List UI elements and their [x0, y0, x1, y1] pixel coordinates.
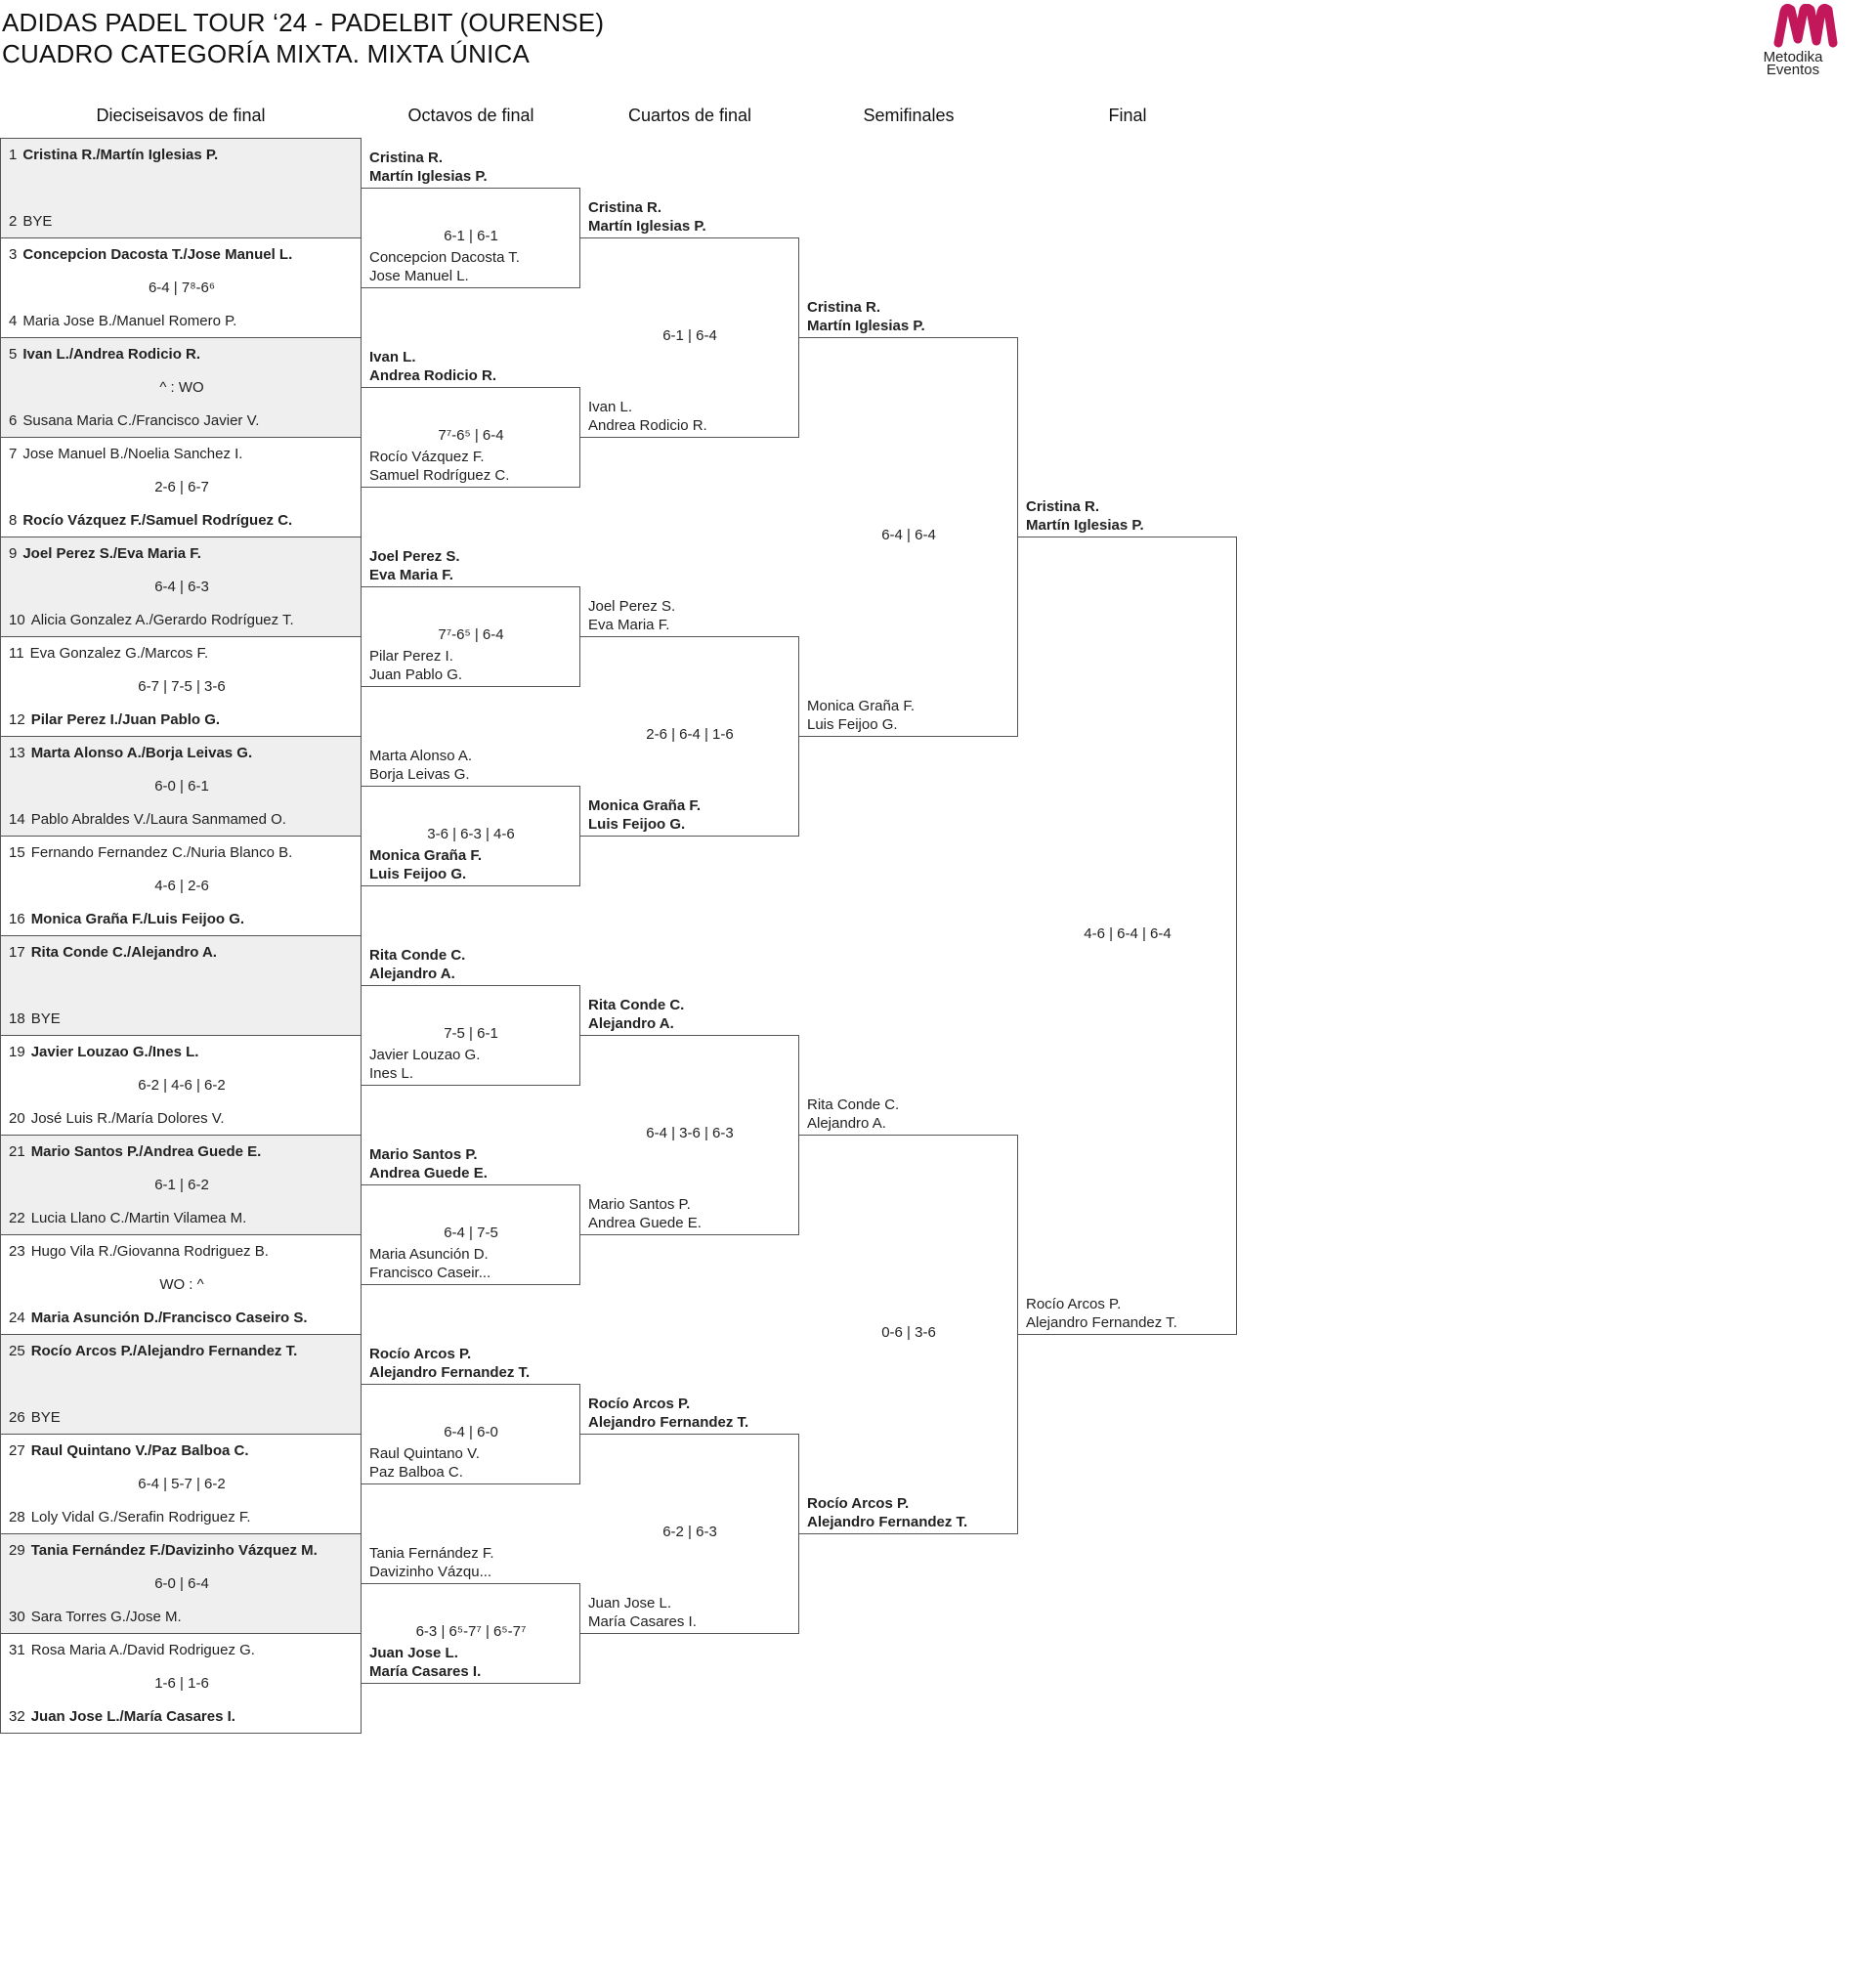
pair-names: Juan Jose L./María Casares I.	[30, 1708, 235, 1725]
r16-bot-pair	[369, 647, 462, 684]
qf-score: 6-2 | 6-3	[662, 1524, 717, 1540]
player-name: Jose Manuel L.	[369, 268, 469, 284]
qf-bot-pair	[588, 1594, 697, 1631]
r32-match-2	[0, 237, 362, 338]
qf-bot-pair	[588, 398, 707, 435]
r32-bottom-pair	[9, 412, 259, 429]
final-bot-pair	[1026, 1295, 1177, 1332]
pair-names: BYE	[30, 1409, 61, 1426]
r32-bottom-pair	[9, 1509, 251, 1526]
r32-top-pair	[9, 1343, 297, 1359]
sf-top-pair	[807, 298, 925, 335]
r16-top-pair	[369, 1345, 530, 1382]
metodika-logo	[1739, 4, 1847, 82]
seed-number: 16	[9, 911, 25, 927]
pair-names: Mario Santos P./Andrea Guede E.	[30, 1143, 262, 1160]
qf-top-pair	[588, 597, 675, 634]
player-name: Rocío Arcos P.	[369, 1346, 472, 1362]
page-subtitle: CUADRO CATEGORÍA MIXTA. MIXTA ÚNICA	[2, 39, 531, 68]
r16-bot-pair	[369, 1245, 490, 1282]
sf-score: 6-4 | 6-4	[881, 527, 936, 543]
pair-names: José Luis R./María Dolores V.	[30, 1110, 225, 1127]
r32-top-pair	[9, 745, 252, 761]
player-name: Monica Graña F.	[588, 797, 702, 814]
pair-names: Marta Alonso A./Borja Leivas G.	[30, 745, 253, 761]
r32-match-7	[0, 736, 362, 837]
pair-names: Lucia Llano C./Martin Vilamea M.	[30, 1210, 247, 1226]
player-name: Martín Iglesias P.	[1026, 517, 1144, 534]
r32-match-6	[0, 636, 362, 737]
player-name: María Casares I.	[369, 1663, 482, 1680]
seed-number: 7	[9, 446, 18, 462]
qf-score: 2-6 | 6-4 | 1-6	[646, 726, 734, 743]
seed-number: 29	[9, 1542, 25, 1559]
sf-score: 0-6 | 3-6	[881, 1324, 936, 1341]
player-name: Juan Jose L.	[369, 1645, 458, 1661]
seed-number: 15	[9, 844, 25, 861]
pair-names: Maria Jose B./Manuel Romero P.	[22, 313, 237, 329]
player-name: Alejandro Fernandez T.	[369, 1364, 531, 1381]
r16-score: 7⁷-6⁵ | 6-4	[438, 626, 504, 643]
player-name: Alejandro Fernandez T.	[1026, 1314, 1177, 1331]
player-name: Eva Maria F.	[369, 567, 453, 583]
page-title: ADIDAS PADEL TOUR ‘24 - PADELBIT (OURENSE)	[2, 8, 605, 37]
seed-number: 18	[9, 1010, 25, 1027]
r32-score: 6-4 | 7⁸-6⁶	[148, 279, 216, 296]
sf-bot-pair	[807, 1494, 967, 1531]
pair-names: Cristina R./Martín Iglesias P.	[22, 147, 219, 163]
r32-bottom-pair	[9, 911, 244, 927]
pair-names: Ivan L./Andrea Rodicio R.	[22, 346, 201, 363]
r16-bot-pair	[369, 248, 520, 285]
r32-match-10	[0, 1035, 362, 1136]
r32-bottom-pair	[9, 612, 294, 628]
r32-match-11	[0, 1135, 362, 1235]
r32-top-pair	[9, 346, 200, 363]
qf-score: 6-4 | 3-6 | 6-3	[646, 1125, 734, 1141]
r32-top-pair	[9, 545, 201, 562]
seed-number: 3	[9, 246, 18, 263]
player-name: Martín Iglesias P.	[588, 218, 706, 235]
r32-score: 4-6 | 2-6	[154, 878, 209, 894]
seed-number: 20	[9, 1110, 25, 1127]
pair-names: Rosa Maria A./David Rodriguez G.	[30, 1642, 255, 1658]
player-name: María Casares I.	[588, 1613, 697, 1630]
seed-number: 24	[9, 1310, 25, 1326]
pair-names: Eva Gonzalez G./Marcos F.	[29, 645, 209, 662]
round-header-r16: Octavos de final	[407, 106, 534, 125]
seed-number: 25	[9, 1343, 25, 1359]
pair-names: Joel Perez S./Eva Maria F.	[22, 545, 201, 562]
r32-top-pair	[9, 1542, 318, 1559]
r32-score: 6-1 | 6-2	[154, 1177, 209, 1193]
pair-names: Alicia Gonzalez A./Gerardo Rodríguez T.	[30, 612, 294, 628]
r32-match-9	[0, 935, 362, 1036]
player-name: Luis Feijoo G.	[588, 816, 686, 833]
final-score: 4-6 | 6-4 | 6-4	[1084, 925, 1172, 942]
pair-names: Concepcion Dacosta T./Jose Manuel L.	[22, 246, 293, 263]
r32-top-pair	[9, 147, 218, 163]
r32-match-13	[0, 1334, 362, 1435]
r32-match-5	[0, 537, 362, 637]
player-name: Tania Fernández F.	[369, 1545, 494, 1562]
seed-number: 5	[9, 346, 18, 363]
pair-names: Rita Conde C./Alejandro A.	[30, 944, 217, 961]
r32-match-4	[0, 437, 362, 537]
r32-top-pair	[9, 944, 217, 961]
seed-number: 28	[9, 1509, 25, 1526]
player-name: Alejandro A.	[588, 1015, 674, 1032]
r32-match-12	[0, 1234, 362, 1335]
r16-bot-pair	[369, 846, 482, 883]
player-name: Cristina R.	[807, 299, 881, 316]
pair-names: Fernando Fernandez C./Nuria Blanco B.	[30, 844, 293, 861]
player-name: Davizinho Vázqu...	[369, 1564, 492, 1580]
seed-number: 8	[9, 512, 18, 529]
player-name: Mario Santos P.	[588, 1196, 691, 1213]
r32-bottom-pair	[9, 213, 52, 230]
logo-text-line1: Metodika	[1763, 49, 1823, 65]
player-name: Juan Pablo G.	[369, 666, 463, 683]
player-name: Luis Feijoo G.	[807, 716, 898, 733]
r32-bottom-pair	[9, 1409, 61, 1426]
seed-number: 1	[9, 147, 18, 163]
seed-number: 9	[9, 545, 18, 562]
r32-bottom-pair	[9, 811, 286, 828]
r32-match-16	[0, 1633, 362, 1734]
player-name: Francisco Caseir...	[369, 1265, 491, 1281]
qf-top-pair	[588, 996, 684, 1033]
seed-number: 22	[9, 1210, 25, 1226]
seed-number: 30	[9, 1609, 25, 1625]
seed-number: 12	[9, 711, 25, 728]
player-name: Rocío Arcos P.	[807, 1495, 910, 1512]
r32-score: 6-2 | 4-6 | 6-2	[138, 1077, 226, 1094]
r32-score: WO : ^	[159, 1276, 204, 1293]
r32-score: 1-6 | 1-6	[154, 1675, 209, 1692]
player-name: Monica Graña F.	[369, 847, 483, 864]
r32-bottom-pair	[9, 512, 292, 529]
pair-names: Loly Vidal G./Serafin Rodriguez F.	[30, 1509, 251, 1526]
player-name: Joel Perez S.	[369, 548, 460, 565]
player-name: Ines L.	[369, 1065, 414, 1082]
r32-score: 6-0 | 6-4	[154, 1575, 209, 1592]
round-header-quarterfinals: Cuartos de final	[627, 106, 752, 125]
seed-number: 4	[9, 313, 18, 329]
r16-score: 3-6 | 6-3 | 4-6	[427, 826, 515, 842]
seed-number: 31	[9, 1642, 25, 1658]
player-name: Andrea Rodicio R.	[588, 417, 707, 434]
r32-top-pair	[9, 1642, 255, 1658]
pair-names: BYE	[30, 1010, 61, 1027]
pair-names: Sara Torres G./Jose M.	[30, 1609, 182, 1625]
r16-score: 7⁷-6⁵ | 6-4	[438, 427, 504, 444]
r32-match-3	[0, 337, 362, 438]
player-name: Cristina R.	[588, 199, 662, 216]
player-name: Martín Iglesias P.	[807, 318, 925, 334]
player-name: Paz Balboa C.	[369, 1464, 463, 1481]
r32-top-pair	[9, 645, 208, 662]
player-name: Monica Graña F.	[807, 698, 916, 714]
r16-bot-pair	[369, 1644, 481, 1681]
pair-names: Rocío Arcos P./Alejandro Fernandez T.	[30, 1343, 298, 1359]
player-name: Alejandro Fernandez T.	[807, 1514, 968, 1530]
r16-bot-pair	[369, 448, 509, 485]
player-name: Borja Leivas G.	[369, 766, 470, 783]
r32-bottom-pair	[9, 1110, 225, 1127]
sf-bot-pair	[807, 697, 915, 734]
player-name: Cristina R.	[369, 150, 444, 166]
r16-top-pair	[369, 547, 460, 584]
r16-top-pair	[369, 149, 488, 186]
r32-bottom-pair	[9, 1609, 182, 1625]
player-name: Javier Louzao G.	[369, 1047, 481, 1063]
r32-top-pair	[9, 1442, 249, 1459]
r16-top-pair	[369, 1544, 494, 1581]
player-name: Eva Maria F.	[588, 617, 670, 633]
round-header-final: Final	[1108, 106, 1147, 125]
round-header-r32: Dieciseisavos de final	[96, 106, 266, 125]
r32-bottom-pair	[9, 711, 220, 728]
player-name: Joel Perez S.	[588, 598, 676, 615]
final-top-pair	[1026, 497, 1144, 535]
player-name: Luis Feijoo G.	[369, 866, 467, 882]
logo-text-line2: Eventos	[1766, 62, 1820, 78]
qf-bot-pair	[588, 1195, 702, 1232]
r32-score: 2-6 | 6-7	[154, 479, 209, 495]
player-name: Rocío Vázquez F.	[369, 449, 485, 465]
player-name: Rita Conde C.	[369, 947, 466, 964]
player-name: Juan Jose L.	[588, 1595, 672, 1612]
player-name: Alejandro A.	[807, 1115, 886, 1132]
seed-number: 13	[9, 745, 25, 761]
player-name: Concepcion Dacosta T.	[369, 249, 520, 266]
round-header-semifinals: Semifinales	[863, 106, 955, 125]
r32-top-pair	[9, 446, 242, 462]
player-name: Andrea Guede E.	[369, 1165, 488, 1182]
player-name: Ivan L.	[588, 399, 633, 415]
pair-names: Maria Asunción D./Francisco Caseiro S.	[30, 1310, 308, 1326]
r32-top-pair	[9, 1143, 261, 1160]
pair-names: Raul Quintano V./Paz Balboa C.	[30, 1442, 249, 1459]
pair-names: Hugo Vila R./Giovanna Rodriguez B.	[30, 1243, 269, 1260]
pair-names: Tania Fernández F./Davizinho Vázquez M.	[30, 1542, 318, 1559]
r32-bottom-pair	[9, 1708, 235, 1725]
player-name: Marta Alonso A.	[369, 748, 473, 764]
r32-score: 6-4 | 6-3	[154, 579, 209, 595]
r32-bottom-pair	[9, 313, 236, 329]
player-name: Rocío Arcos P.	[588, 1396, 691, 1412]
qf-bot-pair	[588, 796, 701, 834]
r16-score: 6-4 | 7-5	[444, 1225, 498, 1241]
pair-names: Jose Manuel B./Noelia Sanchez I.	[22, 446, 243, 462]
player-name: Cristina R.	[1026, 498, 1100, 515]
r16-bot-pair	[369, 1046, 480, 1083]
player-name: Rita Conde C.	[807, 1096, 900, 1113]
player-name: Martín Iglesias P.	[369, 168, 488, 185]
r32-top-pair	[9, 246, 292, 263]
r32-score: 6-0 | 6-1	[154, 778, 209, 795]
r32-bottom-pair	[9, 1010, 61, 1027]
seed-number: 32	[9, 1708, 25, 1725]
seed-number: 23	[9, 1243, 25, 1260]
pair-names: Pilar Perez I./Juan Pablo G.	[30, 711, 221, 728]
seed-number: 21	[9, 1143, 25, 1160]
sf-top-pair	[807, 1096, 899, 1133]
seed-number: 27	[9, 1442, 25, 1459]
r32-top-pair	[9, 1044, 198, 1060]
seed-number: 6	[9, 412, 18, 429]
r16-top-pair	[369, 946, 465, 983]
player-name: Maria Asunción D.	[369, 1246, 489, 1263]
pair-names: Monica Graña F./Luis Feijoo G.	[30, 911, 245, 927]
qf-score: 6-1 | 6-4	[662, 327, 717, 344]
player-name: Raul Quintano V.	[369, 1445, 480, 1462]
r32-match-1	[0, 138, 362, 238]
r32-top-pair	[9, 1243, 269, 1260]
pair-names: Susana Maria C./Francisco Javier V.	[22, 412, 260, 429]
r16-score: 7-5 | 6-1	[444, 1025, 498, 1042]
r32-score: 6-7 | 7-5 | 3-6	[138, 678, 226, 695]
player-name: Andrea Rodicio R.	[369, 367, 497, 384]
pair-names: Pablo Abraldes V./Laura Sanmamed O.	[30, 811, 286, 828]
r16-bot-pair	[369, 1444, 480, 1482]
r16-top-pair	[369, 1145, 488, 1182]
player-name: Mario Santos P.	[369, 1146, 478, 1163]
qf-top-pair	[588, 198, 706, 236]
r32-top-pair	[9, 844, 292, 861]
r32-bottom-pair	[9, 1310, 308, 1326]
qf-top-pair	[588, 1395, 748, 1432]
player-name: Pilar Perez I.	[369, 648, 453, 665]
r32-bottom-pair	[9, 1210, 246, 1226]
r16-top-pair	[369, 747, 472, 784]
player-name: Rita Conde C.	[588, 997, 685, 1013]
r16-score: 6-1 | 6-1	[444, 228, 498, 244]
r32-match-8	[0, 836, 362, 936]
r16-score: 6-4 | 6-0	[444, 1424, 498, 1440]
player-name: Andrea Guede E.	[588, 1215, 702, 1231]
seed-number: 17	[9, 944, 25, 961]
r16-score: 6-3 | 6⁵-7⁷ | 6⁵-7⁷	[415, 1623, 527, 1640]
metodika-logo-icon	[1739, 4, 1847, 51]
r32-match-15	[0, 1533, 362, 1634]
r32-score: ^ : WO	[159, 379, 204, 396]
player-name: Alejandro A.	[369, 966, 455, 982]
player-name: Samuel Rodríguez C.	[369, 467, 510, 484]
seed-number: 10	[9, 612, 25, 628]
player-name: Ivan L.	[369, 349, 416, 365]
pair-names: Rocío Vázquez F./Samuel Rodríguez C.	[22, 512, 293, 529]
r32-match-14	[0, 1434, 362, 1534]
r32-score: 6-4 | 5-7 | 6-2	[138, 1476, 226, 1492]
seed-number: 14	[9, 811, 25, 828]
player-name: Alejandro Fernandez T.	[588, 1414, 749, 1431]
r16-top-pair	[369, 348, 496, 385]
pair-names: BYE	[22, 213, 53, 230]
player-name: Rocío Arcos P.	[1026, 1296, 1122, 1312]
seed-number: 26	[9, 1409, 25, 1426]
seed-number: 11	[9, 645, 24, 662]
seed-number: 2	[9, 213, 18, 230]
pair-names: Javier Louzao G./Ines L.	[30, 1044, 199, 1060]
seed-number: 19	[9, 1044, 25, 1060]
